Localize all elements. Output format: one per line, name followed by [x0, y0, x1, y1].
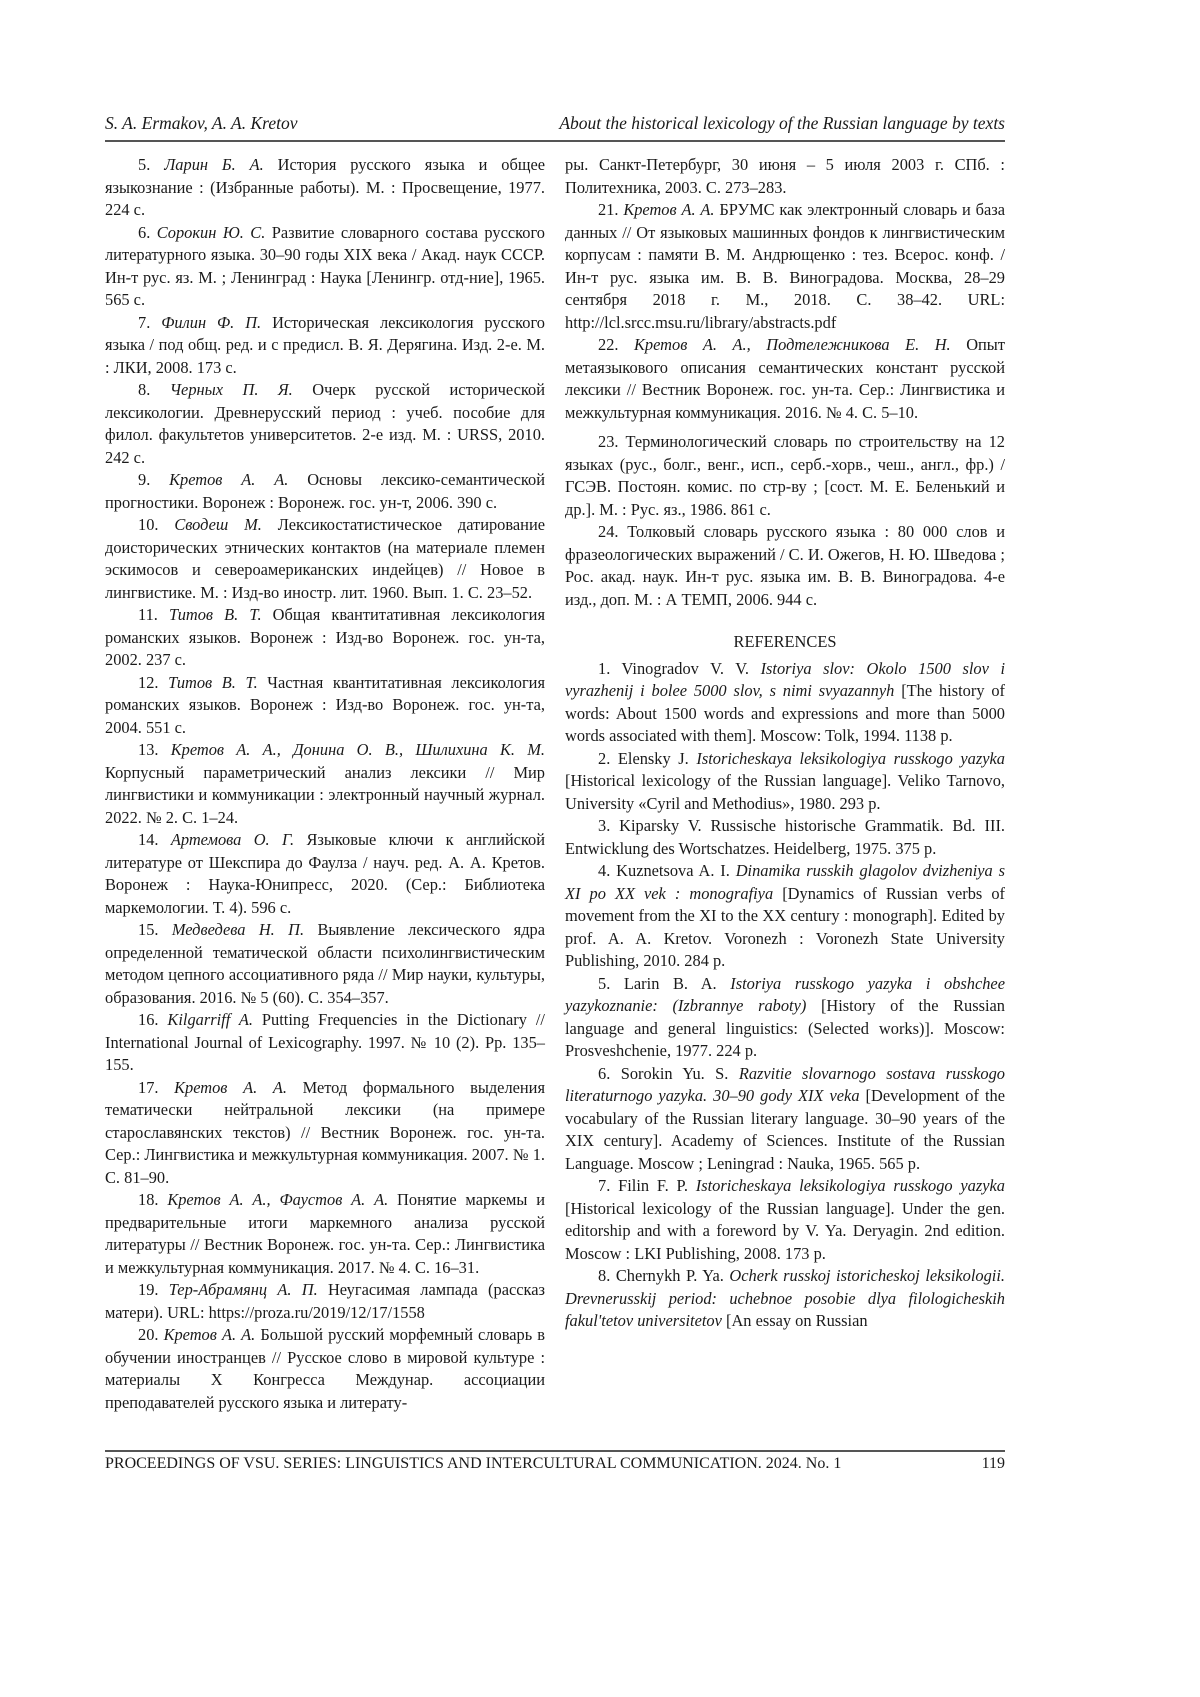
left-column — [105, 154, 545, 1414]
entry-italic: Сводеш М. — [174, 515, 262, 534]
reference-entry — [105, 1009, 545, 1077]
entry-text: 18. — [138, 1190, 167, 1209]
footer-divider — [105, 1450, 1005, 1452]
reference-entry — [105, 312, 545, 380]
reference-entry — [565, 973, 1005, 1063]
entry-italic: Черных П. Я. — [170, 380, 293, 399]
reference-entry — [105, 829, 545, 919]
entry-text: 7. Filin F. P. — [598, 1176, 696, 1195]
entry-italic: Кретов А. А., Подтележникова Е. Н. — [634, 335, 951, 354]
entry-text: [Development of the vocabulary of the Russian literary language. 30–90 years of the XIX century]. Academy of Sciences. Institute of the Russian Language. Moscow ; Leningrad : Nauka, 1965. 565 p. — [565, 1086, 1005, 1173]
entry-italic: Кретов А. А. — [623, 200, 714, 219]
entry-text: 17. — [138, 1078, 174, 1097]
reference-entry — [565, 1175, 1005, 1265]
entry-italic: Титов В. Т. — [168, 673, 258, 692]
entry-text: 4. Kuznetsova A. I. — [598, 861, 736, 880]
entry-text: [Historical lexicology of the Russian language]. Under the gen. editorship and with a foreword by V. Ya. Deryagin. 2nd edition. Moscow : LKI Publishing, 2008. 173 p. — [565, 1199, 1005, 1263]
reference-entry — [105, 739, 545, 829]
entry-text: [The history of words: About 1500 words and expressions and more than 5000 words associated with them]. Moscow: Tolk, 1994. 1138 p. — [565, 681, 1005, 745]
reference-entry — [565, 860, 1005, 973]
entry-text: Развитие словарного состава русского литературного языка. 30–90 годы XIX века / Акад. наук СССР. Ин-т рус. яз. М. ; Ленинград : Наука [Ленингр. отд-ние], 1965. 565 с. — [105, 223, 545, 310]
entry-text: 22. — [598, 335, 634, 354]
entry-text: 15. — [138, 920, 172, 939]
reference-entry — [565, 658, 1005, 748]
entry-italic: Istoriya slov: Okolo 1500 slov i vyrazhenij i bolee 5000 slov, s nimi svyazannyh — [565, 659, 1005, 701]
entry-italic: Кретов А. А. — [164, 1325, 256, 1344]
entry-text: Языковые ключи к английской литературе от Шекспира до Фаулза / науч. ред. А. А. Кретов. Воронеж : Наука-Юнипресс, 2020. (Сер.: Библиотека маркемологии. Т. 4). 596 с. — [105, 830, 545, 917]
entry-text: 10. — [138, 515, 174, 534]
entry-text: [An essay on Russian — [722, 1311, 868, 1330]
entry-italic: Istoricheskaya leksikologiya russkogo yazyka — [696, 749, 1005, 768]
reference-entry — [105, 154, 545, 222]
reference-entry — [105, 514, 545, 604]
entry-text: 8. — [138, 380, 170, 399]
entry-text: [Dynamics of Russian verbs of movement from the XI to the XX century : monograph]. Edited by prof. A. A. Kretov. Voronezh : Voronezh State University Publishing, 2010. 284 p. — [565, 884, 1005, 971]
entry-text: 8. Chernykh P. Ya. — [598, 1266, 729, 1285]
entry-text: [History of the Russian language and general linguistics: (Selected works)]. Moscow: Prosveshchenie, 1977. 224 p. — [565, 996, 1005, 1060]
reference-entry — [565, 199, 1005, 334]
entry-text: Опыт метаязыкового описания семантических констант русской лексики // Вестник Воронеж. гос. ун-та. Сер.: Лингвистика и межкультурная коммуникация. 2016. № 4. С. 5–10. — [565, 335, 1005, 422]
entry-text: 9. — [138, 470, 169, 489]
running-header — [105, 113, 1005, 137]
entry-text: 16. — [138, 1010, 167, 1029]
entry-italic: Тер-Абрамянц А. П. — [169, 1280, 318, 1299]
entry-text: 23. Терминологический словарь по строительству на 12 языках (рус., болг., венг., исп., серб.-хорв., чеш., англ., фр.) / ГСЭВ. Постоян. комис. по стр-ву ; [сост. М. Е. Беленький и др.]. М. : Рус. яз., 1986. 861 с. — [565, 432, 1005, 519]
entry-italic: Кретов А. А. — [174, 1078, 287, 1097]
footer-journal: PROCEEDINGS OF VSU. SERIES: LINGUISTICS AND INTERCULTURAL COMMUNICATION. 2024. No. 1 — [105, 1455, 841, 1473]
entry-text: 21. — [598, 200, 623, 219]
entry-text: Понятие маркемы и предварительные итоги маркемного анализа русской литературы // Вестник Воронеж. гос. ун-та. Сер.: Лингвистика и межкультурная коммуникация. 2017. № 4. С. 16–31. — [105, 1190, 545, 1277]
entry-text: 20. — [138, 1325, 164, 1344]
reference-entry — [565, 1265, 1005, 1333]
reference-entry — [105, 222, 545, 312]
entry-italic: Сорокин Ю. С. — [157, 223, 266, 242]
entry-text: 1. Vinogradov V. V. — [598, 659, 761, 678]
page-number: 119 — [982, 1455, 1005, 1473]
entry-text: История русского языка и общее языкознание : (Избранные работы). М. : Просвещение, 1977. 224 с. — [105, 155, 545, 219]
entry-continuation: ры. Санкт-Петербург, 30 июня – 5 июля 2003 г. СПб. : Политехника, 2003. С. 273–283. — [565, 154, 1005, 199]
reference-entry — [105, 919, 545, 1009]
entry-text: Основы лексико-семантической прогностики. Воронеж : Воронеж. гос. ун-т, 2006. 390 с. — [105, 470, 545, 512]
entry-text: 5. Larin B. A. — [598, 974, 730, 993]
reference-entry — [105, 469, 545, 514]
entry-text: 7. — [138, 313, 161, 332]
header-authors: S. A. Ermakov, A. A. Kretov — [105, 113, 297, 134]
entry-text: Лексикостатистическое датирование доисторических этнических контактов (на материале племен эскимосов и североамериканских индейцев) // Новое в лингвистике. М. : Изд-во иностр. лит. 1960. Вып. 1. С. 23–52. — [105, 515, 545, 602]
entry-text: 19. — [138, 1280, 169, 1299]
entry-text: 2. Elensky J. — [598, 749, 696, 768]
entry-italic: Ларин Б. А. — [164, 155, 264, 174]
entry-italic: Istoricheskaya leksikologiya russkogo yazyka — [696, 1176, 1005, 1195]
entry-italic: Кретов А. А., Фаустов А. А. — [167, 1190, 388, 1209]
reference-entry — [105, 672, 545, 740]
entry-italic: Dinamika russkih glagolov dvizheniya s XI po XX vek : monografiya — [565, 861, 1005, 903]
entry-italic: Титов В. Т. — [169, 605, 262, 624]
reference-entry — [565, 431, 1005, 521]
entry-italic: Ocherk russkoj istoricheskoj leksikologii. Drevnerusskij period: uchebnoe posobie dlya filologicheskih fakul'tetov universitetov — [565, 1266, 1005, 1330]
entry-italic: Медведева Н. П. — [172, 920, 304, 939]
entry-text: Неугасимая лампада (рассказ матери). URL: https://proza.ru/2019/12/17/1558 — [105, 1280, 545, 1322]
entry-italic: Кретов А. А. — [169, 470, 288, 489]
entry-italic: Филин Ф. П. — [161, 313, 261, 332]
reference-entry — [105, 379, 545, 469]
entry-text: 12. — [138, 673, 168, 692]
reference-entry — [565, 748, 1005, 816]
entry-text: 24. Толковый словарь русского языка : 80 000 слов и фразеологических выражений / С. И. Ожегов, Н. Ю. Шведова ; Рос. акад. наук. Ин-т рус. языка им. В. В. Виноградова. 4-е изд., доп. М. : А ТЕМП, 2006. 944 с. — [565, 522, 1005, 609]
entry-text: Очерк русской исторической лексикологии. Древнерусский период : учеб. пособие для филол. факультетов университетов. 2-е изд. М. : URSS, 2010. 242 с. — [105, 380, 545, 467]
entry-text: Выявление лексического ядра определенной тематической области психолингвистическим методом цепного ассоциативного ряда // Мир науки, культуры, образования. 2016. № 5 (60). С. 354–357. — [105, 920, 545, 1007]
reference-entry — [105, 604, 545, 672]
entry-text: Историческая лексикология русского языка / под общ. ред. и с предисл. В. Я. Дерягина. Изд. 2-е. М. : ЛКИ, 2008. 173 с. — [105, 313, 545, 377]
entry-text: 14. — [138, 830, 171, 849]
entry-text: 6. Sorokin Yu. S. — [598, 1064, 739, 1083]
reference-entry — [565, 815, 1005, 860]
entry-text: 5. — [138, 155, 164, 174]
entry-text: Большой русский морфемный словарь в обучении иностранцев // Русское слово в мировой культуре : материалы X Конгресса Междунар. ассоциации преподавателей русского языка и литерату- — [105, 1325, 545, 1412]
reference-entry — [105, 1324, 545, 1414]
entry-text: 11. — [138, 605, 169, 624]
entry-italic: Razvitie slovarnogo sostava russkogo literaturnogo yazyka. 30–90 gody XIX veka — [565, 1064, 1005, 1106]
entry-italic: Артемова О. Г. — [171, 830, 294, 849]
reference-entry — [105, 1279, 545, 1324]
entry-text: 3. Kiparsky V. Russische historische Grammatik. Bd. III. Entwicklung des Wortschatzes. Heidelberg, 1975. 375 p. — [565, 816, 1005, 858]
entry-text: [Historical lexicology of the Russian language]. Veliko Tarnovo, University «Cyril and Methodius», 1980. 293 p. — [565, 771, 1005, 813]
entry-italic: Kilgarriff A. — [167, 1010, 253, 1029]
header-title: About the historical lexicology of the Russian language by texts — [559, 113, 1005, 134]
right-column — [565, 154, 1005, 1333]
entry-text: БРУМС как электронный словарь и база данных // От языковых машинных фондов к лингвистическим корпусам : памяти В. М. Андрющенко : тез. Всерос. конф. / Ин-т рус. языка им. В. В. Виноградова. Москва, 28–29 сентября 2018 г. М., 2018. С. 38–42. URL: http://lcl.srcc.msu.ru/library/abstracts.pdf — [565, 200, 1005, 332]
entry-text: Корпусный параметрический анализ лексики // Мир лингвистики и коммуникации : электронный научный журнал. 2022. № 2. С. 1–24. — [105, 763, 545, 827]
reference-entry — [565, 521, 1005, 611]
references-heading: REFERENCES — [565, 631, 1005, 654]
entry-text: Частная квантитативная лексикология романских языков. Воронеж : Изд-во Воронеж. гос. ун-та, 2004. 551 с. — [105, 673, 545, 737]
reference-entry — [105, 1077, 545, 1190]
reference-entry — [565, 1063, 1005, 1176]
entry-text: 13. — [138, 740, 171, 759]
entry-text: Общая квантитативная лексикология романских языков. Воронеж : Изд-во Воронеж. гос. ун-та, 2002. 237 с. — [105, 605, 545, 669]
entry-text: Putting Frequencies in the Dictionary // International Journal of Lexicography. 1997. № 10 (2). Pp. 135–155. — [105, 1010, 545, 1074]
reference-entry — [105, 1189, 545, 1279]
header-divider — [105, 140, 1005, 142]
entry-italic: Кретов А. А., Донина О. В., Шилихина К. М. — [171, 740, 545, 759]
reference-entry — [565, 334, 1005, 424]
entry-text: Метод формального выделения тематически нейтральной лексики (на примере старославянских текстов) // Вестник Воронеж. гос. ун-та. Сер.: Лингвистика и межкультурная коммуникация. 2007. № 1. С. 81–90. — [105, 1078, 545, 1187]
entry-italic: Istoriya russkogo yazyka i obshchee yazykoznanie: (Izbrannye raboty) — [565, 974, 1005, 1016]
entry-text: 6. — [138, 223, 157, 242]
